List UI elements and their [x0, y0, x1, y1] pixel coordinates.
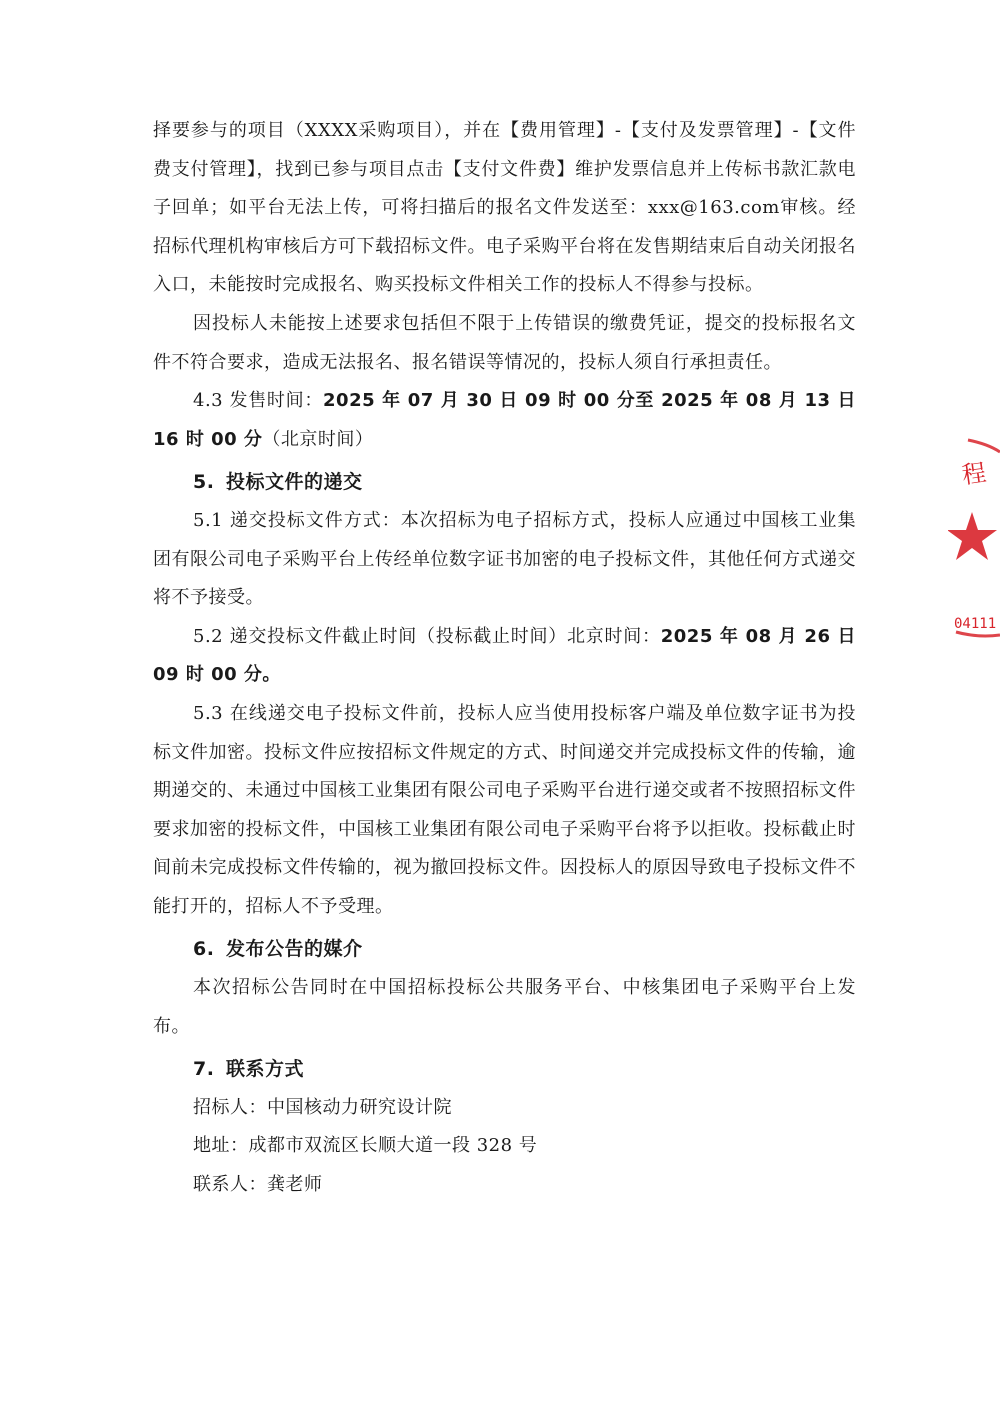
contact-person: 联系人：龚老师 [193, 1174, 323, 1196]
sale-time-value: 2025 年 07 月 30 日 09 时 00 分至 2025 年 08 月 13 日 16 时 00 分 [153, 390, 856, 450]
section-5-title: 投标文件的递交 [226, 471, 363, 494]
sale-time-label: 4.3 发售时间： [193, 390, 324, 412]
document-body [153, 112, 856, 1205]
contact-tenderer: 招标人：中国核动力研究设计院 [193, 1096, 452, 1118]
section-7-number: 7. [193, 1058, 215, 1081]
paragraph-5-1: 5.1 递交投标文件方式：本次招标为电子招标方式，投标人应通过中国核工业集团有限公司电子采购平台上传经单位数字证书加密的电子投标文件，其他任何方式递交将不予接受。 [153, 509, 856, 609]
section-7-title: 联系方式 [226, 1058, 305, 1081]
deadline-value: 2025 年 08 月 26 日 09 时 00 分。 [153, 625, 856, 686]
paragraph-5-3: 5.3 在线递交电子投标文件前，投标人应当使用投标客户端及单位数字证书为投标文件加密。投标文件应按招标文件规定的方式、时间递交并完成投标文件的传输，逾期递交的、未通过中国核工业集团有限公司电子采购平台进行递交或者不按照招标文件要求加密的投标文件，中国核工业集团有限公司电子采购平台将予以拒收。投标截止时间前未完成投标文件传输的，视为撤回投标文件。因投标人的原因导致电子投标文件不能打开的，招标人不予受理。 [153, 702, 856, 917]
paragraph-responsibility: 因投标人未能按上述要求包括但不限于上传错误的缴费凭证，提交的投标报名文件不符合要求，造成无法报名、报名错误等情况的，投标人须自行承担责任。 [153, 312, 856, 373]
contact-address: 地址：成都市双流区长顺大道一段 328 号 [193, 1135, 538, 1157]
section-5-heading [153, 463, 856, 502]
seal-character: 程 [960, 458, 988, 490]
paragraph-6-1: 本次招标公告同时在中国招标投标公共服务平台、中核集团电子采购平台上发布。 [153, 977, 856, 1037]
deadline-label: 5.2 递交投标文件截止时间（投标截止时间）北京时间： [193, 625, 661, 647]
section-6-heading [153, 930, 856, 969]
paragraph-5-2 [153, 618, 856, 695]
section-6-title: 发布公告的媒介 [226, 938, 363, 961]
official-seal-fragment [948, 432, 1000, 647]
section-5-number: 5. [193, 471, 215, 494]
seal-digits: 04111 [954, 616, 997, 632]
paragraph-sale-time [153, 382, 856, 459]
sale-time-suffix: （北京时间） [262, 428, 374, 450]
paragraph-registration: 择要参与的项目（XXXX采购项目），并在【费用管理】-【支付及发票管理】-【文件费支付管理】，找到已参与项目点击【支付文件费】维护发票信息并上传标书款汇款电子回单；如平台无法上传，可将扫描后的报名文件发送至：xxx@163.com审核。经招标代理机构审核后方可下载招标文件。电子采购平台将在发售期结束后自动关闭报名入口，未能按时完成报名、购买投标文件相关工作的投标人不得参与投标。 [153, 120, 856, 296]
section-6-number: 6. [193, 938, 215, 961]
seal-star-icon [948, 512, 997, 560]
section-7-heading [153, 1050, 856, 1089]
